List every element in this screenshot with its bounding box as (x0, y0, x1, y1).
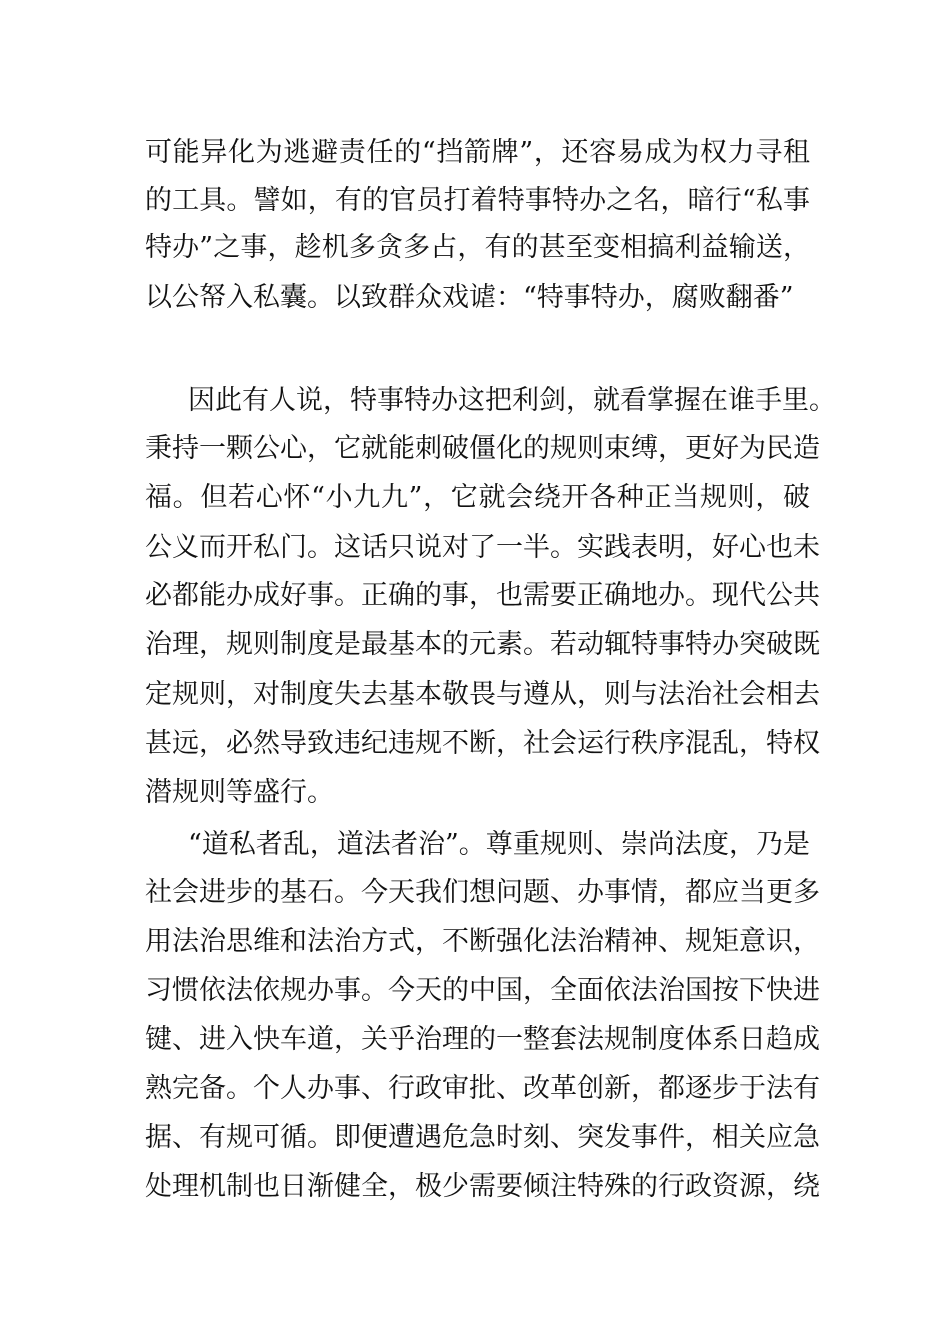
text-line: 公义而开私门。这话只说对了一半。实践表明，好心也未 (145, 532, 820, 563)
text-line: 秉持一颗公心，它就能刺破僵化的规则束缚，更好为民造 (145, 433, 820, 464)
text-line: 治理，规则制度是最基本的元素。若动辄特事特办突破既 (145, 629, 820, 660)
text-line: 社会进步的基石。今天我们想问题、办事情，都应当更多 (145, 877, 820, 908)
text-line: 的工具。譬如，有的官员打着特事特办之名，暗行“私事 (145, 185, 810, 216)
text-line: 用法治思维和法治方式，不断强化法治精神、规矩意识， (145, 926, 820, 957)
text-line: 潜规则等盛行。 (145, 777, 334, 808)
text-line: 可能异化为逃避责任的“挡箭牌”，还容易成为权力寻租 (145, 137, 810, 168)
text-line: 习惯依法依规办事。今天的中国，全面依法治国按下快进 (145, 975, 820, 1006)
text-line: 特办”之事，趁机多贪多占，有的甚至变相搞利益输送， (145, 232, 810, 263)
text-line: 必都能办成好事。正确的事，也需要正确地办。现代公共 (145, 580, 820, 611)
text-line: “道私者乱，道法者治”。尊重规则、崇尚法度，乃是 (188, 829, 810, 860)
text-line: 据、有规可循。即便遭遇危急时刻、突发事件，相关应急 (145, 1122, 820, 1153)
text-line: 键、进入快车道，关乎治理的一整套法规制度体系日趋成 (145, 1024, 820, 1055)
text-line: 因此有人说，特事特办这把利剑，就看掌握在谁手里。 (188, 385, 836, 416)
text-line: 熟完备。个人办事、行政审批、改革创新，都逐步于法有 (145, 1073, 820, 1104)
text-line: 福。但若心怀“小九九”，它就会绕开各种正当规则，破 (145, 482, 810, 513)
text-line: 处理机制也日渐健全，极少需要倾注特殊的行政资源，绕 (145, 1171, 820, 1202)
text-line: 以公帑入私囊。以致群众戏谑：“特事特办，腐败翻番” (145, 282, 794, 313)
text-line: 定规则，对制度失去基本敬畏与遵从，则与法治社会相去 (145, 679, 820, 710)
text-line: 甚远，必然导致违纪违规不断，社会运行秩序混乱，特权 (145, 728, 820, 759)
